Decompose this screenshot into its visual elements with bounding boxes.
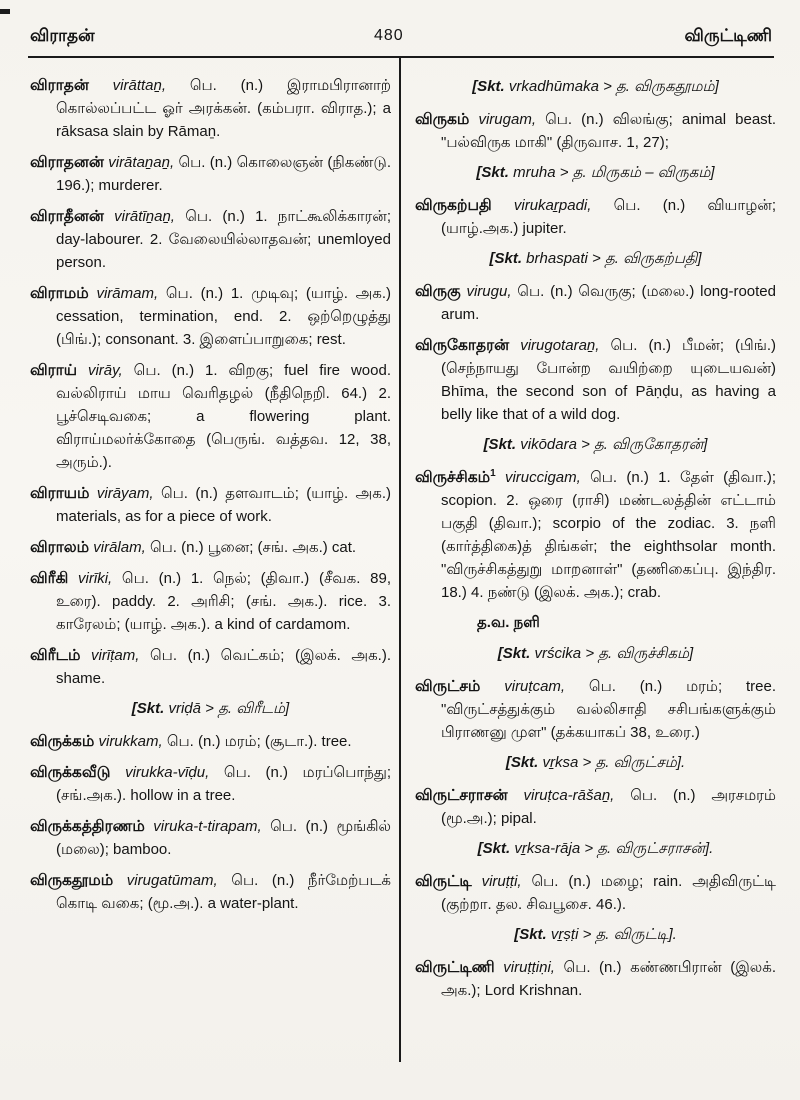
dictionary-entry [415, 956, 776, 1002]
header-guide-word-right: விருட்டிணி [684, 26, 772, 45]
entry-definition: பெ. (n.) பீமன்; (பிங்.) (செந்நாயது போன்ற வயிற்றை யுடையவன்) Bhīma, the second son of Pāṇḍu, as having a belly like that of a wild dog. [441, 337, 777, 423]
entry-definition: பெ. (n.) மழை; rain. அதிவிருட்டி (குற்றா. தல. சிவபூசை. 46.). [441, 873, 776, 913]
etymology-language-label: [Skt. [131, 700, 165, 717]
entry-definition: பெ. (n.) மூங்கில் (மலை); bamboo. [56, 818, 391, 858]
entry-etymology: [Skt. vriḍā > த. விரீடம்] [131, 700, 290, 717]
entry-headword: விருக்கம் [30, 733, 95, 750]
entry-definition: பெ. (n.) மரம்; (சூடா.). tree. [166, 733, 352, 750]
dictionary-entry [30, 761, 391, 807]
dictionary-entry [30, 359, 391, 474]
entry-etymology: [Skt. vṟksa-rāja > த. விருட்சராசன்]. [477, 840, 714, 857]
entry-definition: பெ. (n.) மரம்; tree. "விருட்சத்துக்கும் வல்லிசாதி சசிபங்களுக்கும் பிராணனு முள" (தக்கயாகப் 38, உரை.) [441, 678, 776, 741]
entry-transliteration: virātīṉaṉ, [114, 208, 175, 225]
entry-transliteration: viruka-t-tirapam, [153, 818, 262, 835]
entry-headword: விரீடம் [30, 647, 81, 664]
left-column [30, 74, 391, 1010]
entry-transliteration: virugu, [466, 283, 512, 300]
entry-definition: பெ. (n.) வெட்கம்; (இலக். அக.). shame. [56, 647, 392, 687]
entry-definition: பெ. (n.) கண்ணபிரான் (இலக். அக.); Lord Krishnan. [441, 959, 777, 999]
entry-transliteration: virātaṉaṉ, [108, 154, 175, 171]
entry-definition: பெ. (n.) அரசமரம் (மூ.அ.); pipal. [441, 787, 776, 827]
dictionary-entry [415, 194, 776, 240]
entry-headword: விருட்சராசன் [415, 787, 508, 804]
entry-headword: விருக்கத்திரணம் [30, 818, 145, 835]
entry-headword: விருகற்பதி [415, 197, 492, 214]
entry-transliteration: virāyam, [96, 485, 154, 502]
dictionary-entry [415, 675, 776, 744]
entry-etymology: [Skt. mruha > த. மிருகம் – விருகம்] [476, 164, 715, 181]
entry-headword: விரீகி [30, 570, 69, 587]
entry-headword: விருகதூமம் [30, 872, 114, 889]
entry-usage-note: த.வ. நளி [477, 614, 540, 631]
dictionary-body [30, 74, 776, 1010]
entry-headword: விருட்சம் [415, 678, 481, 695]
header-rule [28, 56, 774, 58]
entry-headword: விராயம் [30, 485, 90, 502]
entry-definition: பெ. (n.) நீர்மேற்படக் கொடி வகை; (மூ.அ.). a water-plant. [56, 872, 392, 912]
etymology-language-label: [Skt. [483, 436, 517, 453]
entry-headword: விருக்கவீடு [30, 764, 111, 781]
entry-etymology: [Skt. brhaspati > த. விருகற்பதி] [489, 250, 702, 267]
entry-transliteration: viruṭṭi, [481, 873, 522, 890]
dictionary-entry [415, 334, 776, 426]
entry-etymology: [Skt. vikōdara > த. விருகோதரன்] [483, 436, 708, 453]
etymology-language-label: [Skt. [505, 754, 539, 771]
entry-definition: பெ. (n.) 1. தேள் (திவா.); scopion. 2. ஒரை (ராசி) மண்டலத்தின் எட்டாம் பகுதி (திவா.); scorpio of the zodiac. 3. நளி (கார்த்திகை)த் திங்கள்; the eighthsolar month. "விருச்சிகத்துறு மாறனாள்" (தணிகைப்பு. இந்திர. 18.) 4. நண்டு (இலக். அக.); crab. [441, 469, 776, 601]
dictionary-entry [30, 482, 391, 528]
etymology-language-label: [Skt. [477, 840, 511, 857]
entry-definition: பெ. (n.) 1. விறகு; fuel fire wood. வல்லிராய் மாய வெரிதழல் (நீதிநெறி. 64.) 2. பூச்செடிவகை; a flowering plant. விராய்மலர்க்கோதை (பெருங். வத்தவ. 12, 38, அரும்.). [56, 362, 391, 471]
entry-headword: விராதனன் [30, 154, 104, 171]
entry-transliteration: virālam, [93, 539, 146, 556]
entry-definition: பெ. (n.) கொலைஞன் (நிகண்டு. 196.); murderer. [56, 154, 391, 194]
dictionary-entry [30, 282, 391, 351]
entry-definition: பெ. (n.) வியாழன்; (யாழ்.அக.) jupiter. [441, 197, 776, 237]
dictionary-entry [30, 567, 391, 636]
entry-homograph-number: 1 [490, 468, 496, 479]
dictionary-entry [415, 784, 776, 830]
entry-definition: பெ. (n.) வெருகு; (மலை.) long-rooted arum. [441, 283, 776, 323]
entry-definition: பெ. (n.) 1. நாட்கூலிக்காரன்; day-labourer. 2. வேலையில்லாதவன்; unemloyed person. [56, 208, 391, 271]
entry-etymology: [Skt. vrścika > த. விருச்சிகம்] [497, 645, 694, 662]
dictionary-entry [415, 870, 776, 916]
entry-transliteration: virukka-vīḍu, [125, 764, 210, 781]
dictionary-entry [30, 205, 391, 274]
entry-headword: விராலம் [30, 539, 90, 556]
entry-headword: விராதீனன் [30, 208, 104, 225]
etymology-language-label: [Skt. [476, 164, 509, 181]
entry-headword: விருகோதரன் [415, 337, 510, 354]
entry-transliteration: virugatūmam, [126, 872, 218, 889]
entry-headword: விராய் [30, 362, 78, 379]
dictionary-entry [30, 869, 391, 915]
entry-definition: பெ. (n.) 1. நெல்; (திவா.) (சீவக. 89, உரை). paddy. 2. அரிசி; (சங். அக.). rice. 3. காரேலம்; (யாழ். அக.). a kind of cardamom. [56, 570, 391, 633]
page-number: 480 [374, 27, 404, 44]
dictionary-entry [415, 108, 776, 154]
entry-transliteration: virukaṟpadi, [513, 197, 592, 214]
header-guide-word-left: விராதன் [30, 26, 95, 45]
entry-definition: பெ. (n.) மரப்பொந்து; (சங்.அக.). hollow in a tree. [56, 764, 392, 804]
entry-transliteration: virāttaṉ, [112, 77, 167, 94]
dictionary-entry [30, 536, 391, 559]
entry-etymology: [Skt. vṟksa > த. விருட்சம்]. [505, 754, 686, 771]
entry-headword: விராமம் [30, 285, 89, 302]
dictionary-entry [30, 730, 391, 753]
entry-headword: விருகு [415, 283, 461, 300]
dictionary-entry [30, 815, 391, 861]
etymology-language-label: [Skt. [514, 926, 547, 943]
entry-headword: விருகம் [415, 111, 470, 128]
entry-transliteration: virugotaraṉ, [520, 337, 600, 354]
right-column [415, 74, 776, 1010]
dictionary-entry [30, 644, 391, 690]
entry-transliteration: virukkam, [98, 733, 163, 750]
entry-definition: பெ. (n.) 1. முடிவு; (யாழ். அக.) cessation, termination, end. 2. ஒற்றெழுத்து (பிங்.); consonant. 3. இளைப்பாறுகை; rest. [56, 285, 392, 348]
etymology-language-label: [Skt. [489, 250, 523, 267]
dictionary-entry [30, 74, 391, 143]
entry-transliteration: virīki, [78, 570, 113, 587]
etymology-language-label: [Skt. [472, 78, 505, 95]
dictionary-entry [415, 280, 776, 326]
entry-transliteration: virugam, [478, 111, 536, 128]
entry-transliteration: virāy, [87, 362, 123, 379]
entry-headword: விராதன் [30, 77, 89, 94]
entry-definition: பெ. (n.) விலங்கு; animal beast. "பல்விருக மாகி" (திருவாச. 1, 27); [441, 111, 776, 151]
dictionary-entry [30, 151, 391, 197]
entry-etymology: [Skt. vrkadhūmaka > த. விருகதூமம்] [472, 78, 719, 95]
entry-transliteration: viruṭcam, [504, 678, 566, 695]
entry-transliteration: virāmam, [96, 285, 159, 302]
entry-transliteration: virīṭam, [91, 647, 140, 664]
entry-definition: பெ. (n.) தளவாடம்; (யாழ். அக.) materials, as for a piece of work. [56, 485, 391, 525]
entry-headword: விருச்சிகம் [415, 469, 491, 486]
scan-artifact [0, 9, 10, 14]
etymology-language-label: [Skt. [497, 645, 531, 662]
entry-headword: விருட்டிணி [415, 959, 495, 976]
entry-definition: பெ. (n.) பூனை; (சங். அக.) cat. [149, 539, 357, 556]
entry-etymology: [Skt. vṟṣṭi > த. விருட்டி]. [514, 926, 677, 943]
entry-transliteration: viruṭca-rāšaṉ, [523, 787, 615, 804]
entry-definition: பெ. (n.) இராமபிரானாற் கொல்லப்பட்ட ஓர் அரக்கன். (கம்பரா. விராத.); a rāksasa slain by Rāmaṉ. [56, 77, 392, 140]
entry-transliteration: viruṭṭiṇi, [503, 959, 555, 976]
entry-transliteration: viruccigam, [504, 469, 581, 486]
dictionary-entry [415, 466, 776, 604]
entry-headword: விருட்டி [415, 873, 472, 890]
